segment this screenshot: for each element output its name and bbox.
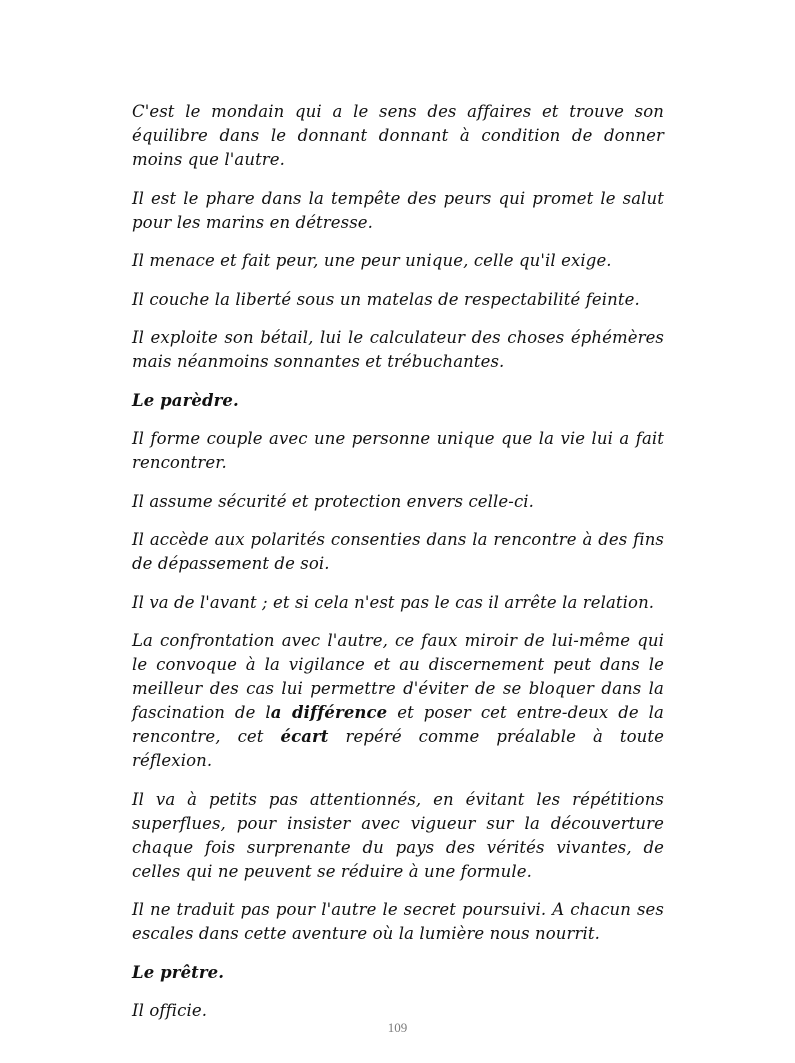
- page-body: [132, 100, 664, 1038]
- text-run: et poser cet entre-deux de la rencontre, cet: [132, 703, 664, 746]
- paragraph: Il officie.: [132, 1001, 208, 1020]
- paragraph: Il ne traduit pas pour l'autre le secret poursuivi. A chacun ses escales dans cette aventure où la lumière nous nourrit.: [132, 900, 664, 943]
- paragraph: Il exploite son bétail, lui le calculateur des choses éphémères mais néanmoins sonnantes et trébuchantes.: [132, 328, 664, 371]
- paragraph-confrontation: [132, 629, 664, 773]
- paragraph: Il menace et fait peur, une peur unique, celle qu'il exige.: [132, 251, 612, 270]
- emphasis-difference: a différence: [270, 703, 388, 722]
- section-heading-pretre: Le prêtre.: [132, 962, 225, 982]
- section-heading-paredre: Le parèdre.: [132, 390, 239, 410]
- paragraph: Il assume sécurité et protection envers celle-ci.: [132, 491, 535, 511]
- emphasis-ecart: écart: [280, 727, 329, 746]
- paragraph: Il est le phare dans la tempête des peurs qui promet le salut pour les marins en détresse.: [132, 188, 664, 232]
- paragraph: Il forme couple avec une personne unique que la vie lui a fait rencontrer.: [132, 429, 664, 472]
- text-run: La confrontation avec l'autre, ce faux miroir de lui-même qui le convoque à la vigilance et au discernement peut dans le meilleur des cas lui permettre d'éviter de se bloquer dans la fascination de l: [132, 631, 664, 722]
- page-number: 109: [387, 1020, 408, 1035]
- paragraph: Il va à petits pas attentionnés, en évitant les répétitions superflues, pour insister avec vigueur sur la découverture chaque fois surprenante du pays des vérités vivantes, de celles qui ne peuvent se réduire à une formule.: [132, 789, 664, 881]
- paragraph: Il accède aux polarités consenties dans la rencontre à des fins de dépassement de soi.: [132, 530, 664, 573]
- paragraph: C'est le mondain qui a le sens des affaires et trouve son équilibre dans le donnant donnant à condition de donner moins que l'autre.: [132, 102, 664, 169]
- text-run: repéré comme préalable à toute réflexion.: [132, 727, 664, 770]
- paragraph: Il va de l'avant ; et si cela n'est pas le cas il arrête la relation.: [132, 592, 655, 612]
- paragraph: Il couche la liberté sous un matelas de respectabilité feinte.: [132, 289, 640, 309]
